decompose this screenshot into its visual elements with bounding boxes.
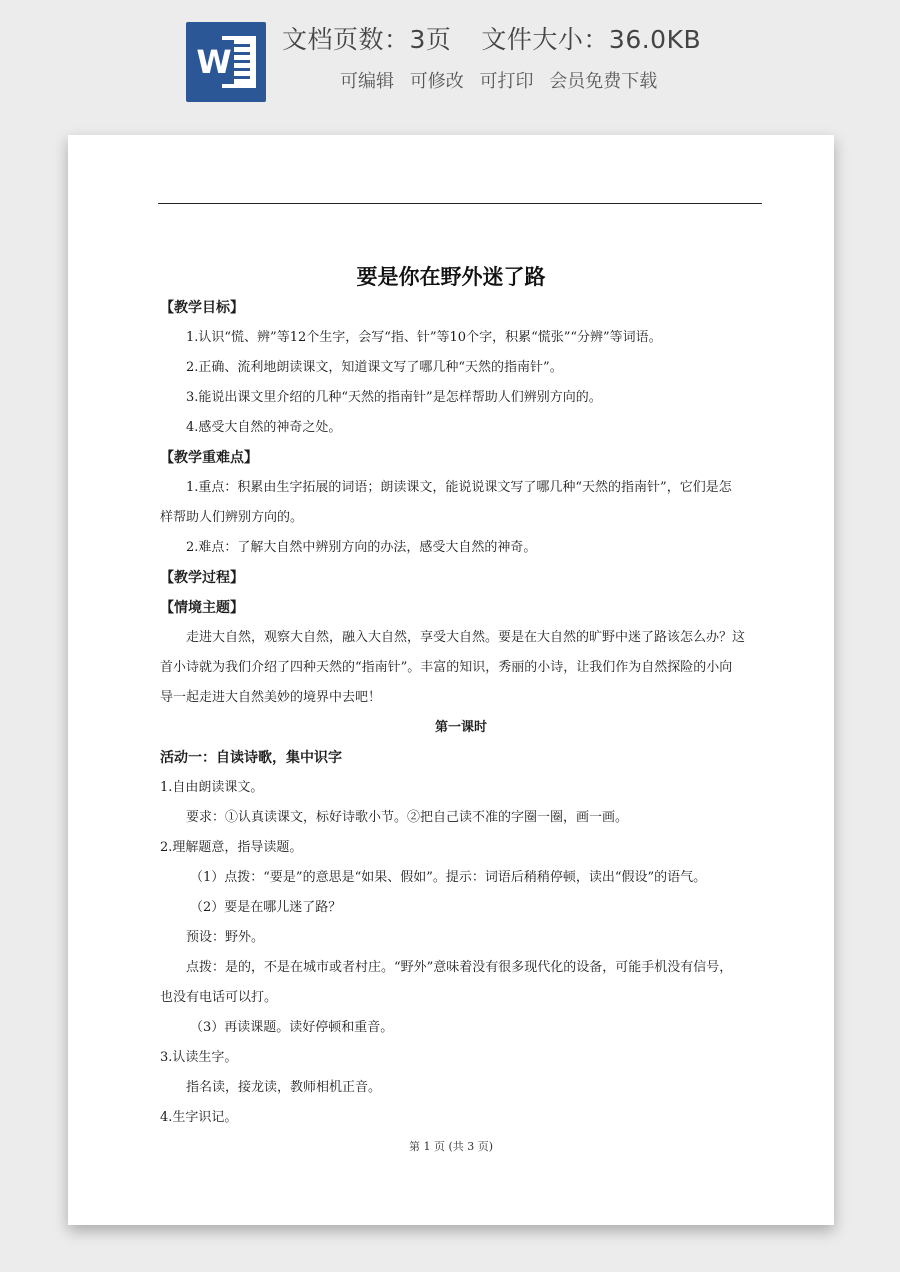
- header-rule: [158, 203, 762, 204]
- paragraph: 2.难点：了解大自然中辨别方向的办法，感受大自然的神奇。: [186, 540, 537, 555]
- paragraph: 要求：①认真读课文，标好诗歌小节。②把自己读不准的字圈一圈，画一画。: [186, 810, 629, 825]
- paragraph-continuation: 导一起走进大自然美妙的境界中去吧！: [160, 690, 382, 705]
- paragraph: 1.重点：积累由生字拓展的词语；朗读课文，能说说课文写了哪几种“天然的指南针”，它们是怎: [186, 480, 732, 495]
- file-meta: [282, 20, 701, 56]
- feature-editable: 可编辑: [340, 71, 394, 92]
- step: 2.理解题意，指导读题。: [160, 840, 303, 855]
- feature-modifiable: 可修改: [409, 71, 464, 92]
- document-page: [68, 135, 834, 1225]
- section-heading-key-points: 【教学重难点】: [160, 450, 258, 466]
- paragraph: 指名读，接龙读，教师相机正音。: [186, 1080, 382, 1095]
- step: 1.自由朗读课文。: [160, 780, 264, 795]
- sub-step: （1）点拨：“要是”的意思是“如果、假如”。提示：词语后稍稍停顿，读出“假设”的语气。: [190, 870, 707, 885]
- word-letter: W: [194, 40, 234, 84]
- paragraph-continuation: 首小诗就为我们介绍了四种天然的“指南针”。丰富的知识，秀丽的小诗，让我们作为自然探险的小向: [160, 660, 733, 675]
- paragraph: 点拨：是的，不是在城市或者村庄。“野外”意味着没有很多现代化的设备，可能手机没有信号，: [186, 960, 733, 975]
- sub-step: （2）要是在哪儿迷了路？: [190, 900, 342, 915]
- activity-heading: 活动一：自读诗歌，集中识字: [160, 750, 342, 766]
- paragraph: 1.认识“慌、辨”等12个生字，会写“指、针”等10个字，积累“慌张”“分辨”等词语。: [186, 330, 662, 345]
- paragraph-continuation: 样帮助人们辨别方向的。: [160, 510, 304, 525]
- feature-list: [340, 67, 667, 93]
- step: 4.生字识记。: [160, 1110, 238, 1125]
- document-body: [160, 293, 762, 1133]
- step: 3.认读生字。: [160, 1050, 238, 1065]
- paragraph: 3.能说出课文里介绍的几种“天然的指南针”是怎样帮助人们辨别方向的。: [186, 390, 602, 405]
- header: [0, 0, 900, 130]
- paragraph: 4.感受大自然的神奇之处。: [186, 420, 342, 435]
- feature-free-download: 会员免费下载: [549, 71, 658, 92]
- paragraph-continuation: 也没有电话可以打。: [160, 990, 278, 1005]
- page-footer: 第 1 页 (共 3 页): [408, 1140, 494, 1153]
- section-heading-objectives: 【教学目标】: [160, 300, 244, 316]
- paragraph: 走进大自然，观察大自然，融入大自然，享受大自然。要是在大自然的旷野中迷了路该怎么办？这: [186, 630, 746, 645]
- feature-printable: 可打印: [479, 71, 534, 92]
- word-document-icon: [186, 22, 266, 102]
- sub-step: （3）再读课题。读好停顿和重音。: [190, 1020, 394, 1035]
- page-count: 文档页数：3页: [282, 25, 452, 54]
- section-heading-process: 【教学过程】: [160, 570, 244, 586]
- document-title: 要是你在野外迷了路: [356, 264, 546, 289]
- paragraph: 预设：野外。: [186, 930, 265, 945]
- section-heading-scenario: 【情境主题】: [160, 600, 244, 616]
- lesson-heading: 第一课时: [434, 720, 487, 735]
- file-size: 文件大小：36.0KB: [481, 25, 702, 54]
- paragraph: 2.正确、流利地朗读课文，知道课文写了哪几种“天然的指南针”。: [186, 360, 563, 375]
